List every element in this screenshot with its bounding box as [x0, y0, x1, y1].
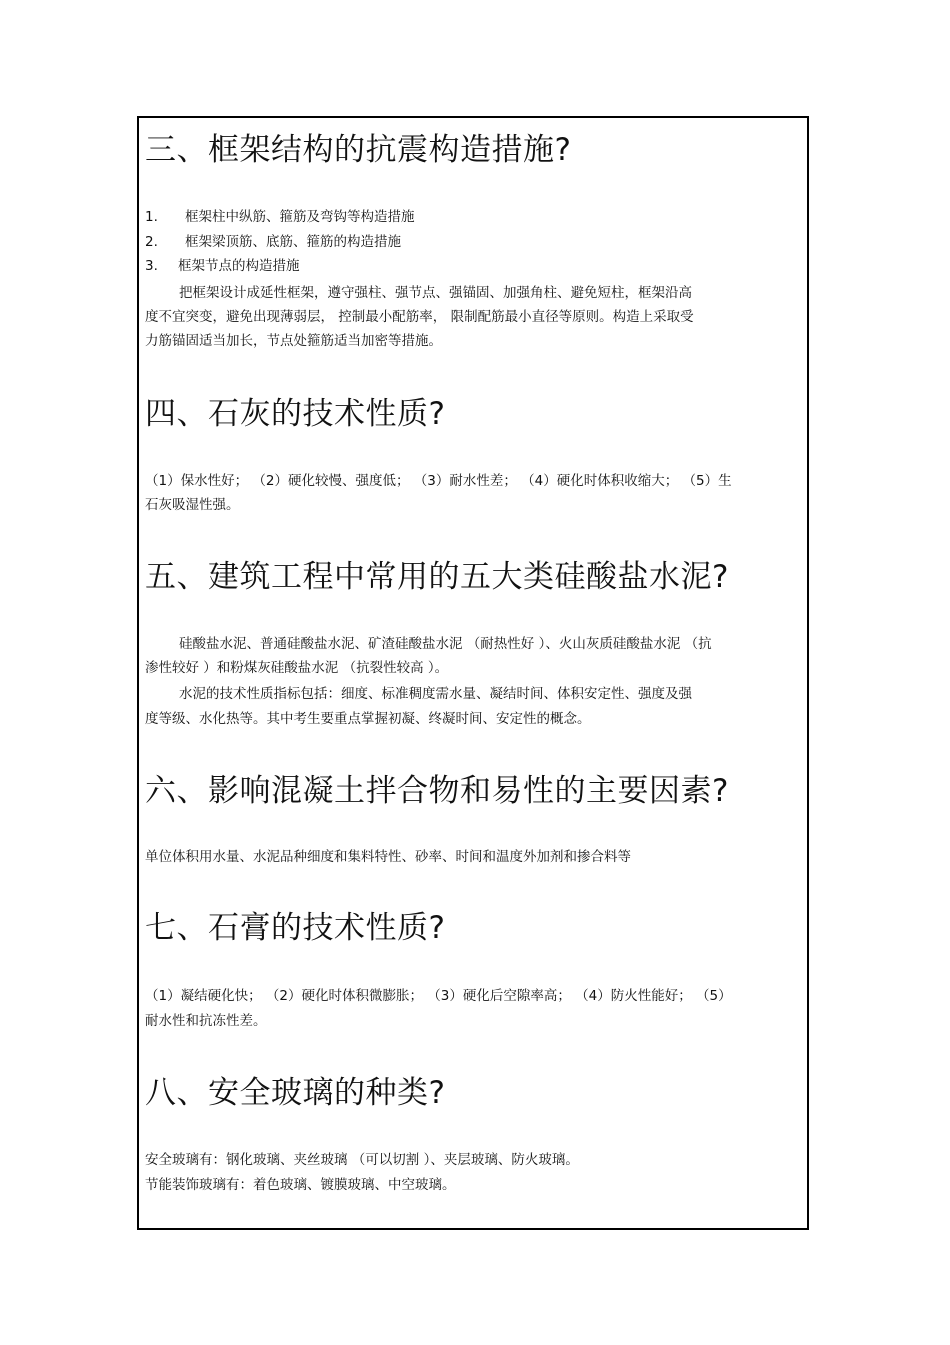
section-heading-4: 四、石灰的技术性质?: [145, 396, 446, 432]
paragraph-line: 硅酸盐水泥、普通硅酸盐水泥、矿渣硅酸盐水泥 （耐热性好 ）、火山灰质硅酸盐水泥 （抗: [179, 636, 712, 652]
paragraph-line: 耐水性和抗冻性差。: [145, 1013, 267, 1029]
paragraph-line: 石灰吸湿性强。: [145, 497, 240, 513]
list-item: [145, 233, 401, 251]
paragraph-line: 节能装饰玻璃有：着色玻璃、镀膜玻璃、中空玻璃。: [145, 1177, 456, 1193]
paragraph-line: 安全玻璃有：钢化玻璃、夹丝玻璃 （可以切割 ）、夹层玻璃、防火玻璃。: [145, 1152, 579, 1168]
list-text: 框架梁顶筋、底筋、箍筋的构造措施: [185, 234, 401, 250]
list-text: 框架柱中纵筋、箍筋及弯钩等构造措施: [185, 209, 415, 225]
section-heading-8: 八、安全玻璃的种类?: [145, 1075, 446, 1111]
list-text: 框架节点的构造措施: [178, 258, 300, 274]
list-number: 3.: [145, 258, 158, 274]
list-number: 1.: [145, 209, 158, 225]
paragraph-line: （1）凝结硬化快； （2）硬化时体积微膨胀； （3）硬化后空隙率高； （4）防火性能好； （5）: [145, 988, 732, 1004]
document-frame: [137, 116, 809, 1230]
paragraph-line: 把框架设计成延性框架，遵守强柱、强节点、强锚固、加强角柱、避免短柱，框架沿高: [179, 285, 692, 301]
paragraph-line: 水泥的技术性质指标包括：细度、标准稠度需水量、凝结时间、体积安定性、强度及强: [179, 686, 692, 702]
paragraph-line: 力筋锚固适当加长，节点处箍筋适当加密等措施。: [145, 333, 442, 349]
section-heading-6: 六、影响混凝土拌合物和易性的主要因素?: [145, 773, 729, 809]
section-heading-3: 三、框架结构的抗震构造措施?: [145, 132, 572, 168]
section-heading-5: 五、建筑工程中常用的五大类硅酸盐水泥?: [145, 559, 729, 595]
paragraph-line: 单位体积用水量、水泥品种细度和集料特性、砂率、时间和温度外加剂和掺合料等: [145, 849, 631, 865]
list-item: [145, 208, 415, 226]
list-number: 2.: [145, 234, 158, 250]
paragraph-line: 度不宜突变，避免出现薄弱层， 控制最小配筋率， 限制配筋最小直径等原则。构造上采取受: [145, 309, 694, 325]
paragraph-line: 度等级、水化热等。其中考生要重点掌握初凝、终凝时间、安定性的概念。: [145, 711, 591, 727]
paragraph-line: 渗性较好 ）和粉煤灰硅酸盐水泥 （抗裂性较高 ）。: [145, 660, 449, 676]
paragraph-line: （1）保水性好； （2）硬化较慢、强度低； （3）耐水性差； （4）硬化时体积收缩大； （5）生: [145, 473, 732, 489]
section-heading-7: 七、石膏的技术性质?: [145, 910, 446, 946]
list-item: [145, 257, 300, 275]
